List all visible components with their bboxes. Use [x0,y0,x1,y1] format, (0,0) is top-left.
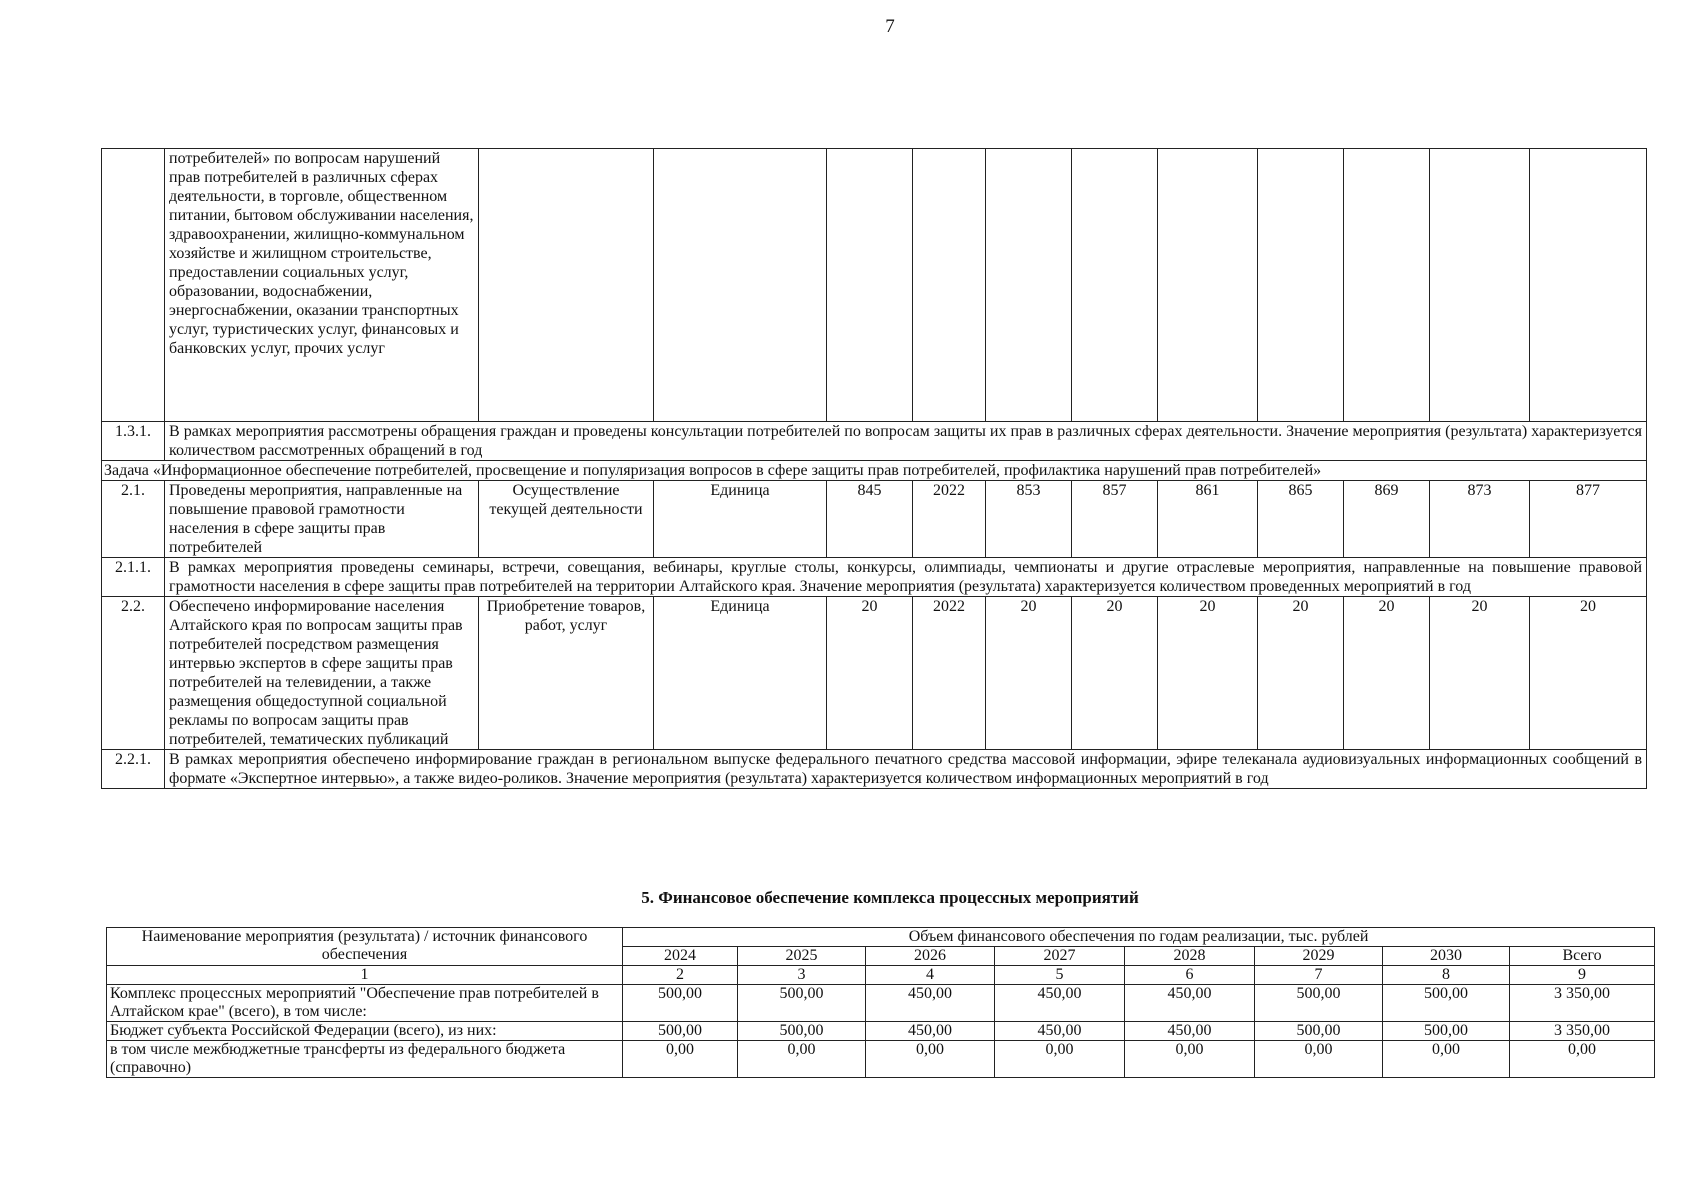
year-value: 861 [1158,481,1258,558]
column-number: 5 [995,966,1125,985]
amount: 0,00 [738,1041,866,1078]
year-value: 869 [1344,481,1430,558]
table-row [102,481,1647,558]
source-name: Комплекс процессных мероприятий "Обеспечение прав потребителей в Алтайском крае" (всего), в том числе: [107,985,623,1022]
column-number: 1 [107,966,623,985]
amount: 0,00 [1255,1041,1383,1078]
amount: 0,00 [995,1041,1125,1078]
financing-table [106,927,1655,1078]
amount: 500,00 [738,1022,866,1041]
column-number: 2 [623,966,738,985]
year-header: 2024 [623,947,738,966]
year-value: 20 [1158,597,1258,750]
year-value: 873 [1430,481,1530,558]
amount: 500,00 [738,985,866,1022]
amount: 0,00 [623,1041,738,1078]
page-number: 7 [885,16,895,37]
amount: 450,00 [1125,985,1255,1022]
amount: 450,00 [866,1022,995,1041]
table-row [102,149,1647,422]
header-name: Наименование мероприятия (результата) / источник финансового обеспечения [107,928,623,966]
results-table [101,148,1647,789]
amount: 450,00 [995,1022,1125,1041]
year-value: 20 [986,597,1072,750]
year-header: 2028 [1125,947,1255,966]
activity-name: Проведены мероприятия, направленные на повышение правовой грамотности населения в сфере защиты прав потребителей [165,481,479,558]
row-number: 2.1.1. [102,558,165,597]
base-value: 845 [827,481,913,558]
unit: Единица [654,481,827,558]
amount: 450,00 [995,985,1125,1022]
amount: 500,00 [623,985,738,1022]
year-value: 865 [1258,481,1344,558]
base-year: 2022 [913,481,986,558]
amount: 500,00 [1255,985,1383,1022]
table-row [107,1041,1655,1078]
base-year: 2022 [913,597,986,750]
year-header: 2030 [1383,947,1510,966]
amount: 500,00 [1383,1022,1510,1041]
amount: 500,00 [1255,1022,1383,1041]
activity-name: потребителей» по вопросам нарушений прав потребителей в различных сферах деятельности, в торговле, общественном питании, бытовом обслуживании населения, здравоохранении, жилищно-коммунальном хозяйстве и жилищном строительстве, предоставлении социальных услуг, образовании, водоснабжении, энергоснабжении, оказании транспортных услуг, туристических услуг, финансовых и банковских услуг, прочих услуг [165,149,479,422]
table-row [107,1022,1655,1041]
activity-type: Приобретение товаров, работ, услуг [479,597,654,750]
amount: 450,00 [1125,1022,1255,1041]
year-value: 20 [1430,597,1530,750]
source-name: в том числе межбюджетные трансферты из федерального бюджета (справочно) [107,1041,623,1078]
activity-description: В рамках мероприятия проведены семинары, встречи, совещания, вебинары, круглые столы, конкурсы, олимпиады, чемпионаты и другие отраслевые мероприятия, направленные на повышение правовой грамотности населения в сфере защиты прав потребителей на территории Алтайского края. Значение мероприятия (результата) характеризуется количеством проведенных мероприятий в год [165,558,1647,597]
activity-type: Осуществление текущей деятельности [479,481,654,558]
activity-description: В рамках мероприятия рассмотрены обращения граждан и проведены консультации потребителей по вопросам защиты их прав в различных сферах деятельности. Значение мероприятия (результата) характеризуется количеством рассмотренных обращений в год [165,422,1647,461]
row-number: 1.3.1. [102,422,165,461]
column-number: 9 [1510,966,1655,985]
column-number: 6 [1125,966,1255,985]
year-value: 20 [1344,597,1430,750]
row-number: 2.2.1. [102,750,165,789]
amount: 0,00 [866,1041,995,1078]
table-row [102,750,1647,789]
table-row [107,985,1655,1022]
year-header: 2029 [1255,947,1383,966]
amount: 450,00 [866,985,995,1022]
section-title: 5. Финансовое обеспечение комплекса процессных мероприятий [641,888,1139,907]
year-header: 2027 [995,947,1125,966]
row-number: 2.1. [102,481,165,558]
total-amount: 0,00 [1510,1041,1655,1078]
table-row [102,558,1647,597]
total-header: Всего [1510,947,1655,966]
activity-description: В рамках мероприятия обеспечено информирование граждан в региональном выпуске федерального печатного средства массовой информации, эфире телеканала аудиовизуальных информационных сообщений в формате «Экспертное интервью», а также видео-роликов. Значение мероприятия (результата) характеризуется количеством информационных мероприятий в год [165,750,1647,789]
table-row [102,597,1647,750]
amount: 0,00 [1125,1041,1255,1078]
amount: 500,00 [623,1022,738,1041]
year-value: 20 [1530,597,1647,750]
column-number: 7 [1255,966,1383,985]
year-value: 877 [1530,481,1647,558]
year-header: 2025 [738,947,866,966]
source-name: Бюджет субъекта Российской Федерации (всего), из них: [107,1022,623,1041]
total-amount: 3 350,00 [1510,1022,1655,1041]
row-number: 2.2. [102,597,165,750]
row-number [102,149,165,422]
column-number: 4 [866,966,995,985]
table-header-row [107,928,1655,947]
total-amount: 3 350,00 [1510,985,1655,1022]
amount: 0,00 [1383,1041,1510,1078]
column-number: 8 [1383,966,1510,985]
unit: Единица [654,597,827,750]
column-number-row [107,966,1655,985]
year-header: 2026 [866,947,995,966]
base-value: 20 [827,597,913,750]
header-volume: Объем финансового обеспечения по годам реализации, тыс. рублей [623,928,1655,947]
table-row [102,461,1647,481]
year-value: 853 [986,481,1072,558]
task-heading: Задача «Информационное обеспечение потребителей, просвещение и популяризация вопросов в сфере защиты прав потребителей, профилактика нарушений прав потребителей» [102,461,1647,481]
table-row [102,422,1647,461]
activity-name: Обеспечено информирование населения Алтайского края по вопросам защиты прав потребителей посредством размещения интервью экспертов в сфере защиты прав потребителей на телевидении, а также размещения общедоступной социальной рекламы по вопросам защиты прав потребителей, тематических публикаций [165,597,479,750]
column-number: 3 [738,966,866,985]
year-value: 20 [1258,597,1344,750]
year-value: 857 [1072,481,1158,558]
year-value: 20 [1072,597,1158,750]
amount: 500,00 [1383,985,1510,1022]
